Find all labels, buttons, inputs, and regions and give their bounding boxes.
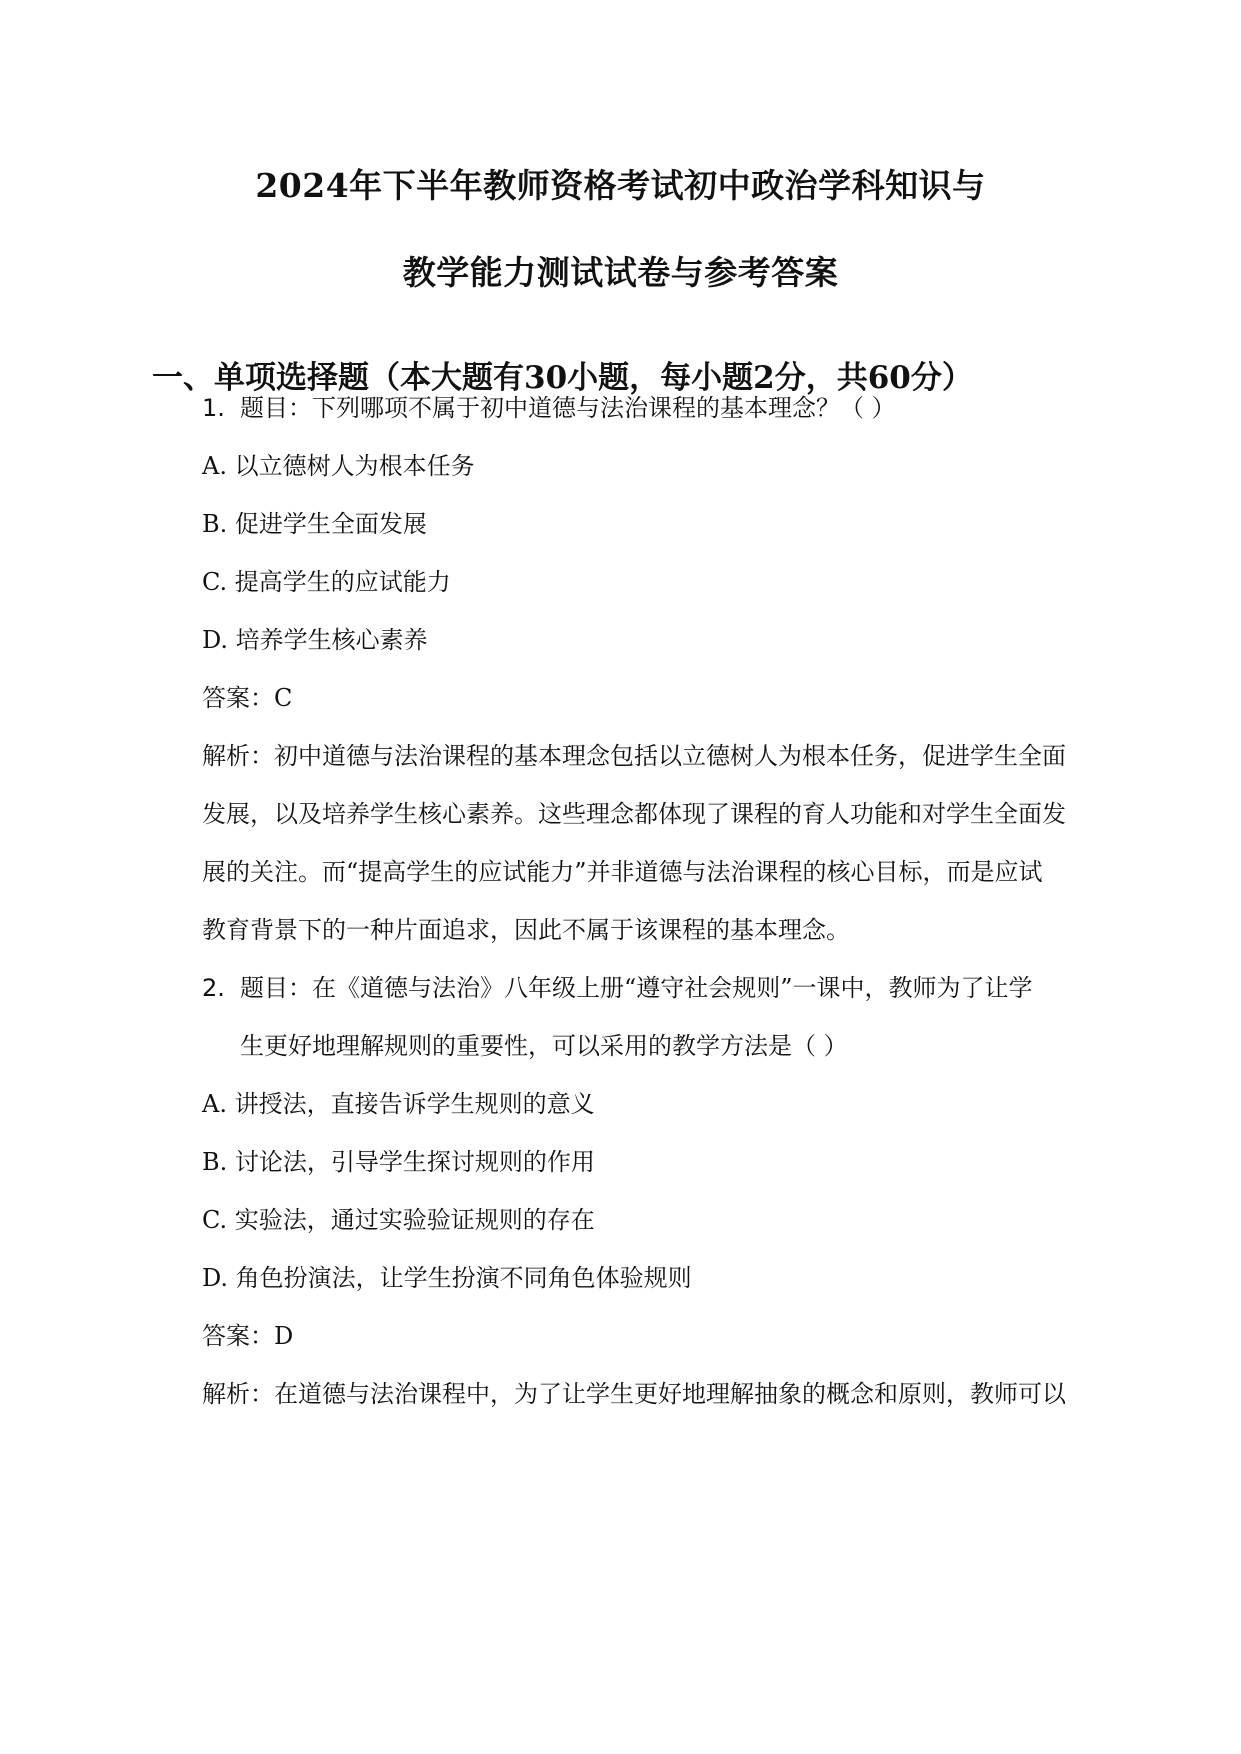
document-title-line-1: 2024年下半年教师资格考试初中政治学科知识与 xyxy=(255,166,986,205)
question-2-stem-text: 题目：在《道德与法治》八年级上册“遵守社会规则”一课中，教师为了让学 xyxy=(240,974,1033,1002)
question-1-stem-text: 题目：下列哪项不属于初中道德与法治课程的基本理念？（ ） xyxy=(240,394,896,422)
question-1-option-d: D. 培养学生核心素养 xyxy=(202,626,428,654)
question-1-number: 1. xyxy=(202,394,225,422)
question-1-analysis-line-1: 解析：初中道德与法治课程的基本理念包括以立德树人为根本任务，促进学生全面 xyxy=(202,742,1066,770)
question-1-option-c: C. 提高学生的应试能力 xyxy=(202,568,451,596)
question-1-stem xyxy=(202,390,896,426)
question-1-analysis-line-2: 发展，以及培养学生核心素养。这些理念都体现了课程的育人功能和对学生全面发 xyxy=(202,800,1066,828)
question-2-option-d: D. 角色扮演法，让学生扮演不同角色体验规则 xyxy=(202,1264,692,1292)
question-2-number: 2. xyxy=(202,974,225,1002)
question-2-answer: 答案：D xyxy=(202,1322,294,1350)
section-heading: 一、单项选择题（本大题有30小题，每小题2分，共60分） xyxy=(152,360,973,396)
document-title-line-2: 教学能力测试试卷与参考答案 xyxy=(402,253,839,292)
question-1-analysis-line-4: 教育背景下的一种片面追求，因此不属于该课程的基本理念。 xyxy=(202,916,850,944)
question-2-option-b: B. 讨论法，引导学生探讨规则的作用 xyxy=(202,1148,595,1176)
question-2-option-a: A. 讲授法，直接告诉学生规则的意义 xyxy=(202,1090,595,1118)
question-1-analysis-line-3: 展的关注。而“提高学生的应试能力”并非道德与法治课程的核心目标，而是应试 xyxy=(202,858,1043,886)
question-1-answer: 答案：C xyxy=(202,684,293,712)
question-1-option-b: B. 促进学生全面发展 xyxy=(202,510,427,538)
question-2-option-c: C. 实验法，通过实验验证规则的存在 xyxy=(202,1206,595,1234)
question-2-stem-continued: 生更好地理解规则的重要性，可以采用的教学方法是（ ） xyxy=(240,1032,848,1060)
question-2-analysis-line-1: 解析：在道德与法治课程中，为了让学生更好地理解抽象的概念和原则，教师可以 xyxy=(202,1380,1066,1408)
question-2-stem xyxy=(202,970,1033,1006)
question-1-option-a: A. 以立德树人为根本任务 xyxy=(202,452,475,480)
